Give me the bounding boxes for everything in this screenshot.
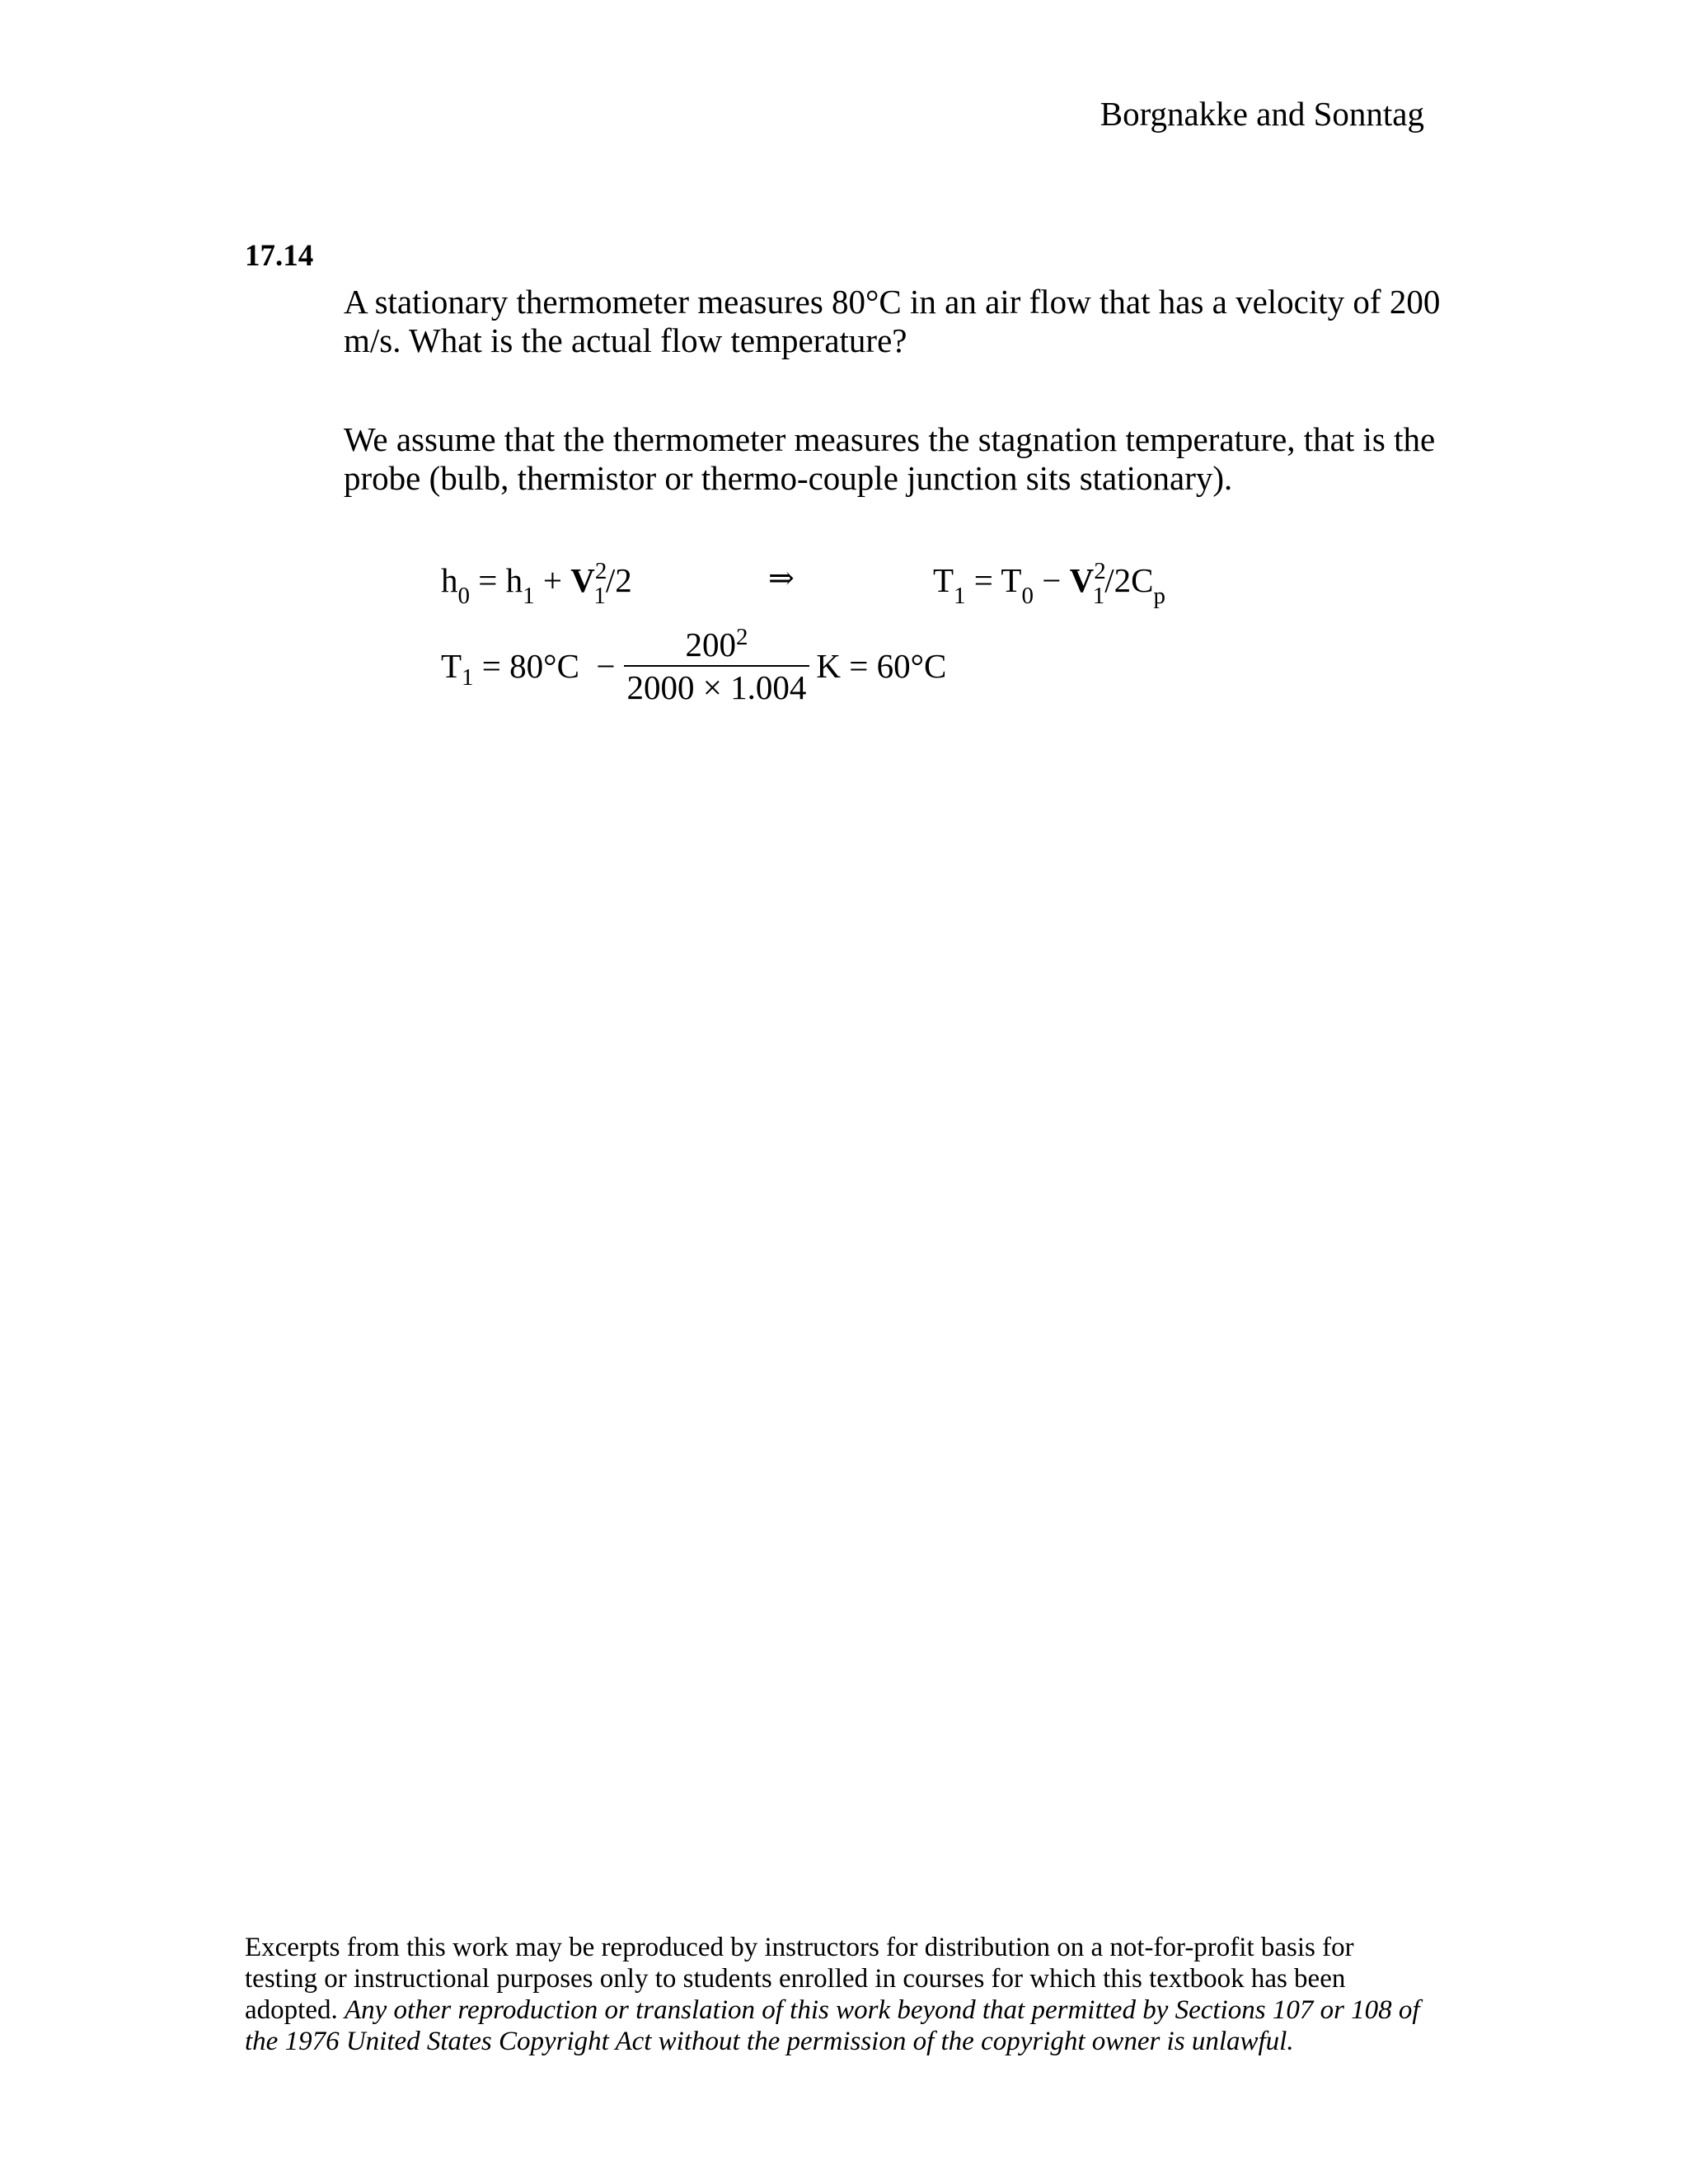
- copyright-footer: [245, 1932, 1432, 2057]
- eq-symbol-T: T: [933, 561, 954, 599]
- eq-symbol-velocity: V: [1069, 561, 1095, 599]
- eq-text: = T: [965, 561, 1022, 599]
- footer-legal-warning: Any other reproduction or translation of this work beyond that permitted by Sections 107 or 108 of the 1976 United States Copyright Act without the permission of the copyright owner is unlawful.: [245, 1995, 1420, 2056]
- eq-subscript: 1: [1092, 583, 1105, 609]
- eq-subscript: 1: [954, 583, 966, 609]
- eq-subscript: 1: [462, 663, 474, 691]
- fraction-numerator: [682, 623, 751, 665]
- eq-text: −: [1033, 561, 1070, 599]
- eq-superscript: 2: [735, 623, 748, 650]
- eq-subscript: 0: [1021, 583, 1034, 609]
- numerator-base: 200: [685, 625, 736, 663]
- eq-subscript: p: [1153, 583, 1165, 609]
- implies-arrow: ⇒: [768, 560, 795, 596]
- eq-symbol-T: T: [441, 646, 462, 685]
- eq-superscript: 2: [594, 558, 607, 584]
- eq-text: = 80°C −: [473, 646, 616, 685]
- eq-text: = h: [470, 561, 523, 599]
- eq-subscript: 1: [523, 583, 535, 609]
- eq-superscript: 2: [1094, 558, 1106, 584]
- temperature-equation: [933, 558, 1165, 609]
- footer-notice: Excerpts from this work may be reproduced by instructors for distribution on a not-for-profit basis for testing or instructional purposes only to students enrolled in courses for which this textbook has been adopted.: [245, 1933, 1354, 2025]
- eq-text: +: [534, 561, 571, 599]
- energy-equation: [441, 558, 632, 609]
- fraction-denominator: 2000 × 1.004: [624, 665, 810, 705]
- eq-result: K = 60°C: [816, 646, 947, 685]
- eq-symbol-velocity: V: [570, 561, 595, 599]
- problem-number: 17.14: [245, 239, 314, 273]
- header-author: Borgnakke and Sonntag: [1100, 95, 1424, 133]
- assumption-text: We assume that the thermometer measures the stagnation temperature, that is the probe (bulb, thermistor or thermo-couple junction sits stationary).: [344, 420, 1436, 497]
- eq-subscript: 0: [457, 583, 470, 609]
- calculation-equation: [441, 623, 947, 706]
- eq-subscript: 1: [593, 583, 606, 609]
- problem-question: A stationary thermometer measures 80°C in an air flow that has a velocity of 200 m/s. What is the actual flow temperature?: [344, 283, 1441, 359]
- eq-text: /2: [605, 561, 632, 599]
- eq-text: /2C: [1104, 561, 1154, 599]
- fraction: [624, 623, 810, 706]
- eq-symbol-h: h: [441, 561, 458, 599]
